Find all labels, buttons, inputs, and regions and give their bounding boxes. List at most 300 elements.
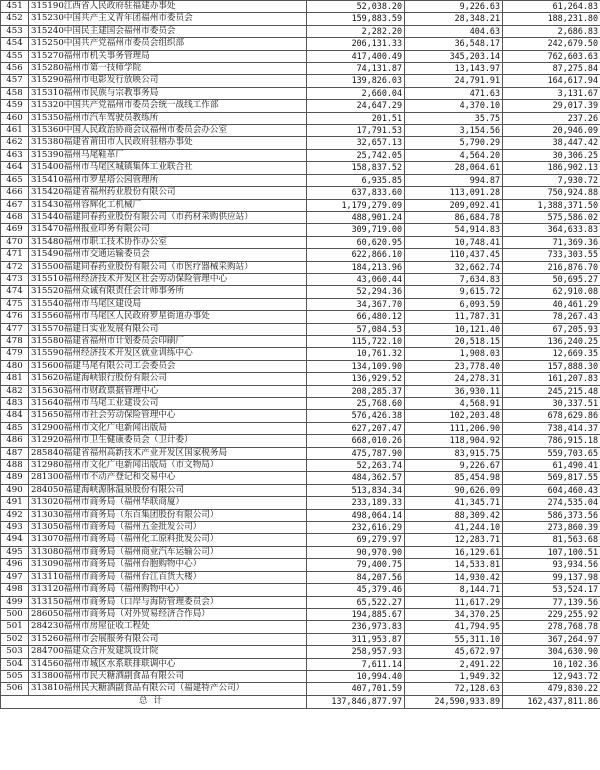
- unit-name-cell: 312900福州市文化广电新闻出版局: [29, 422, 307, 434]
- amount-col5-cell: 186,902.13: [503, 162, 600, 174]
- amount-col5-cell: 161,207.83: [503, 373, 600, 385]
- amount-col3-cell: 134,109.90: [307, 360, 405, 372]
- table-row: [1, 584, 600, 596]
- amount-col5-cell: 273,860.39: [503, 522, 600, 534]
- amount-col3-cell: 201.51: [307, 112, 405, 124]
- row-number-cell: 500: [1, 608, 29, 620]
- table-row: [1, 211, 600, 223]
- amount-col5-cell: 678,629.86: [503, 410, 600, 422]
- unit-name-cell: 281300福州市不动产登记和交易中心: [29, 472, 307, 484]
- table-row: [1, 596, 600, 608]
- amount-col4-cell: 110,437.45: [405, 249, 503, 261]
- amount-col4-cell: 3,154.56: [405, 125, 503, 137]
- row-number-cell: 456: [1, 63, 29, 75]
- amount-col3-cell: 206,131.33: [307, 38, 405, 50]
- amount-col3-cell: 475,787.90: [307, 447, 405, 459]
- table-row: [1, 112, 600, 124]
- amount-col4-cell: 85,454.98: [405, 472, 503, 484]
- amount-col4-cell: 28,064.61: [405, 162, 503, 174]
- table-row: [1, 323, 600, 335]
- row-number-cell: 451: [1, 1, 29, 13]
- amount-col4-cell: 113,091.28: [405, 187, 503, 199]
- row-number-cell: 484: [1, 410, 29, 422]
- amount-col3-cell: 2,282.20: [307, 25, 405, 37]
- table-row: [1, 683, 600, 695]
- unit-name-cell: 315470福州报业印务有限公司: [29, 224, 307, 236]
- amount-col4-cell: 5,790.29: [405, 137, 503, 149]
- amount-col4-cell: 11,617.29: [405, 596, 503, 608]
- amount-col3-cell: 65,522.27: [307, 596, 405, 608]
- amount-col3-cell: 417,400.49: [307, 50, 405, 62]
- amount-col5-cell: 245,215.48: [503, 385, 600, 397]
- amount-col4-cell: 13,143.97: [405, 63, 503, 75]
- row-number-cell: 475: [1, 298, 29, 310]
- unit-name-cell: 315520福州众诚有限责任会计师事务所: [29, 286, 307, 298]
- amount-col5-cell: 367,264.97: [503, 633, 600, 645]
- amount-col3-cell: 184,213.96: [307, 261, 405, 273]
- total-row: [1, 695, 600, 708]
- table-row: [1, 286, 600, 298]
- table-row: [1, 13, 600, 25]
- table-row: [1, 484, 600, 496]
- amount-col5-cell: 10,102.36: [503, 658, 600, 670]
- amount-col3-cell: 2,660.04: [307, 87, 405, 99]
- amount-col5-cell: 738,414.37: [503, 422, 600, 434]
- table-row: [1, 646, 600, 658]
- amount-col3-cell: 159,883.59: [307, 13, 405, 25]
- unit-name-cell: 315190江西省人民政府驻福建办事处: [29, 1, 307, 13]
- amount-col4-cell: 55,311.10: [405, 633, 503, 645]
- table-row: [1, 410, 600, 422]
- unit-name-cell: 314560福州市城区水系联排联调中心: [29, 658, 307, 670]
- row-number-cell: 489: [1, 472, 29, 484]
- unit-name-cell: 313150福州市商务局（口岸与海防管理委员会）: [29, 596, 307, 608]
- row-number-cell: 501: [1, 621, 29, 633]
- amount-col5-cell: 99,137.98: [503, 571, 600, 583]
- amount-col5-cell: 77,139.56: [503, 596, 600, 608]
- amount-col5-cell: 81,563.68: [503, 534, 600, 546]
- amount-col3-cell: 84,207.56: [307, 571, 405, 583]
- amount-col3-cell: 52,294.36: [307, 286, 405, 298]
- row-number-cell: 468: [1, 211, 29, 223]
- unit-name-cell: 313120福州市商务局（福州购物中心）: [29, 584, 307, 596]
- unit-name-cell: 313020福州市商务局（福州华联商厦）: [29, 497, 307, 509]
- amount-col4-cell: 9,226.67: [405, 460, 503, 472]
- row-number-cell: 494: [1, 534, 29, 546]
- amount-col5-cell: 61,490.41: [503, 460, 600, 472]
- amount-col4-cell: 8,144.71: [405, 584, 503, 596]
- unit-name-cell: 313050福州市商务局（福州五金批发公司）: [29, 522, 307, 534]
- table-row: [1, 236, 600, 248]
- amount-col3-cell: 1,179,279.09: [307, 199, 405, 211]
- amount-col4-cell: 994.87: [405, 174, 503, 186]
- row-number-cell: 498: [1, 584, 29, 596]
- table-row: [1, 273, 600, 285]
- unit-name-cell: 313110福州市商务局（福州台江百货大楼）: [29, 571, 307, 583]
- row-number-cell: 486: [1, 435, 29, 447]
- amount-col5-cell: 786,915.18: [503, 435, 600, 447]
- amount-col4-cell: 54,914.83: [405, 224, 503, 236]
- row-number-cell: 479: [1, 348, 29, 360]
- table-row: [1, 571, 600, 583]
- amount-col3-cell: 208,285.37: [307, 385, 405, 397]
- amount-col3-cell: 498,064.14: [307, 509, 405, 521]
- amount-col5-cell: 12,943.72: [503, 670, 600, 682]
- table-row: [1, 137, 600, 149]
- row-number-cell: 492: [1, 509, 29, 521]
- amount-col5-cell: 237.26: [503, 112, 600, 124]
- row-number-cell: 458: [1, 87, 29, 99]
- amount-col4-cell: 111,206.90: [405, 422, 503, 434]
- amount-col5-cell: 188,231.80: [503, 13, 600, 25]
- amount-col5-cell: 50,695.27: [503, 273, 600, 285]
- unit-name-cell: 315290福州市电影发行放映公司: [29, 75, 307, 87]
- unit-name-cell: 315540福州市马尾区建设局: [29, 298, 307, 310]
- row-number-cell: 453: [1, 25, 29, 37]
- table-row: [1, 398, 600, 410]
- unit-name-cell: 312980福州市文化广电新闻出版局（市文物局）: [29, 460, 307, 472]
- amount-col4-cell: 4,564.20: [405, 149, 503, 161]
- table-row: [1, 534, 600, 546]
- amount-col5-cell: 67,205.93: [503, 323, 600, 335]
- unit-name-cell: 315260福州市会展服务有限公司: [29, 633, 307, 645]
- row-number-cell: 463: [1, 149, 29, 161]
- amount-col5-cell: 569,817.55: [503, 472, 600, 484]
- table-row: [1, 75, 600, 87]
- amount-col5-cell: 53,524.17: [503, 584, 600, 596]
- amount-col5-cell: 364,633.83: [503, 224, 600, 236]
- table-row: [1, 174, 600, 186]
- table-row: [1, 1, 600, 13]
- table-row: [1, 373, 600, 385]
- amount-col5-cell: 479,830.22: [503, 683, 600, 695]
- total-label: 总计: [1, 695, 307, 708]
- amount-col3-cell: 90,970.90: [307, 546, 405, 558]
- table-row: [1, 559, 600, 571]
- amount-col3-cell: 34,367.70: [307, 298, 405, 310]
- amount-col4-cell: 23,778.40: [405, 360, 503, 372]
- amount-col5-cell: 87,275.84: [503, 63, 600, 75]
- unit-name-cell: 315420福建省福州药业股份有限公司: [29, 187, 307, 199]
- amount-col5-cell: 762,603.63: [503, 50, 600, 62]
- unit-name-cell: 313810福州民天糖酒副食品有限公司（福建特产公司）: [29, 683, 307, 695]
- table-row: [1, 87, 600, 99]
- table-row: [1, 261, 600, 273]
- unit-name-cell: 315630福州市财政票据管理中心: [29, 385, 307, 397]
- amount-col4-cell: 345,203.14: [405, 50, 503, 62]
- amount-col5-cell: 229,255.92: [503, 608, 600, 620]
- row-number-cell: 452: [1, 13, 29, 25]
- row-number-cell: 496: [1, 559, 29, 571]
- table-row: [1, 497, 600, 509]
- row-number-cell: 461: [1, 125, 29, 137]
- unit-name-cell: 315560福州市马尾区人民政府罗星街道办事处: [29, 311, 307, 323]
- row-number-cell: 488: [1, 460, 29, 472]
- total-col4: 24,590,933.89: [405, 695, 503, 708]
- amount-col3-cell: 60,620.95: [307, 236, 405, 248]
- amount-col4-cell: 209,092.41: [405, 199, 503, 211]
- amount-col4-cell: 1,949.32: [405, 670, 503, 682]
- amount-col4-cell: 10,121.40: [405, 323, 503, 335]
- row-number-cell: 462: [1, 137, 29, 149]
- row-number-cell: 502: [1, 633, 29, 645]
- amount-col4-cell: 9,226.63: [405, 1, 503, 13]
- unit-name-cell: 315410福州市罗星塔公园管理所: [29, 174, 307, 186]
- amount-col3-cell: 69,279.97: [307, 534, 405, 546]
- unit-name-cell: 315390福州马尾鞋革厂: [29, 149, 307, 161]
- table-row: [1, 509, 600, 521]
- table-row: [1, 311, 600, 323]
- row-number-cell: 491: [1, 497, 29, 509]
- amount-col3-cell: 43,060.44: [307, 273, 405, 285]
- amount-col3-cell: 74,131.87: [307, 63, 405, 75]
- amount-col3-cell: 57,084.53: [307, 323, 405, 335]
- amount-col4-cell: 404.63: [405, 25, 503, 37]
- unit-name-cell: 315310福州市民族与宗教事务局: [29, 87, 307, 99]
- amount-col3-cell: 32,657.13: [307, 137, 405, 149]
- total-col5: 162,437,811.86: [503, 695, 600, 708]
- amount-col5-cell: 278,768.78: [503, 621, 600, 633]
- unit-name-cell: 315620福建海峡银行股份有限公司: [29, 373, 307, 385]
- amount-col5-cell: 40,461.29: [503, 298, 600, 310]
- unit-name-cell: 313080福州市商务局（福州商业汽车运输公司）: [29, 546, 307, 558]
- amount-col3-cell: 488,901.24: [307, 211, 405, 223]
- amount-col4-cell: 118,904.92: [405, 435, 503, 447]
- amount-col5-cell: 38,447.42: [503, 137, 600, 149]
- unit-name-cell: 315270福州市机关事务管理局: [29, 50, 307, 62]
- amount-col5-cell: 242,679.50: [503, 38, 600, 50]
- table-row: [1, 670, 600, 682]
- table-row: [1, 546, 600, 558]
- amount-col5-cell: 30,337.51: [503, 398, 600, 410]
- table-row: [1, 199, 600, 211]
- row-number-cell: 493: [1, 522, 29, 534]
- table-row: [1, 25, 600, 37]
- table-row: [1, 100, 600, 112]
- unit-name-cell: 312920福州市卫生健康委员会（卫计委）: [29, 435, 307, 447]
- amount-col3-cell: 158,837.52: [307, 162, 405, 174]
- amount-col3-cell: 52,263.74: [307, 460, 405, 472]
- table-row: [1, 149, 600, 161]
- table-row: [1, 348, 600, 360]
- amount-col4-cell: 86,684.78: [405, 211, 503, 223]
- unit-name-cell: 315490福州市交通运输委员会: [29, 249, 307, 261]
- amount-col3-cell: 52,038.20: [307, 1, 405, 13]
- amount-col4-cell: 14,533.81: [405, 559, 503, 571]
- row-number-cell: 454: [1, 38, 29, 50]
- table-row: [1, 162, 600, 174]
- amount-col3-cell: 513,834.34: [307, 484, 405, 496]
- table-row: [1, 298, 600, 310]
- row-number-cell: 506: [1, 683, 29, 695]
- table-row: [1, 224, 600, 236]
- unit-name-cell: 315440福建同春药业股份有限公司（市药材采购供应站）: [29, 211, 307, 223]
- amount-col3-cell: 233,189.33: [307, 497, 405, 509]
- row-number-cell: 504: [1, 658, 29, 670]
- amount-col5-cell: 93,934.56: [503, 559, 600, 571]
- amount-col4-cell: 34,370.25: [405, 608, 503, 620]
- row-number-cell: 495: [1, 546, 29, 558]
- row-number-cell: 485: [1, 422, 29, 434]
- table-row: [1, 435, 600, 447]
- unit-name-cell: 315500福建同春药业股份有限公司（市医疗器械采购站）: [29, 261, 307, 273]
- row-number-cell: 483: [1, 398, 29, 410]
- table-row: [1, 447, 600, 459]
- amount-col3-cell: 24,647.29: [307, 100, 405, 112]
- table-row: [1, 621, 600, 633]
- amount-col5-cell: 136,240.25: [503, 335, 600, 347]
- amount-col5-cell: 604,460.43: [503, 484, 600, 496]
- amount-col5-cell: 164,617.94: [503, 75, 600, 87]
- unit-name-cell: 315230中国共产主义青年团福州市委员会: [29, 13, 307, 25]
- amount-col3-cell: 627,207.47: [307, 422, 405, 434]
- amount-col4-cell: 2,491.22: [405, 658, 503, 670]
- unit-name-cell: 315430福州容辉化工机械厂: [29, 199, 307, 211]
- row-number-cell: 466: [1, 187, 29, 199]
- table-row: [1, 460, 600, 472]
- unit-name-cell: 315590福州经济技术开发区就业训练中心: [29, 348, 307, 360]
- amount-col3-cell: 311,953.87: [307, 633, 405, 645]
- row-number-cell: 467: [1, 199, 29, 211]
- unit-name-cell: 315640福州市马尾工业建设公司: [29, 398, 307, 410]
- unit-name-cell: 315320中国共产党福州市委员会统一战线工作部: [29, 100, 307, 112]
- amount-col4-cell: 88,309.42: [405, 509, 503, 521]
- unit-name-cell: 315240中国民主建国会福州市委员会: [29, 25, 307, 37]
- amount-col4-cell: 28,348.21: [405, 13, 503, 25]
- amount-col3-cell: 45,379.46: [307, 584, 405, 596]
- table-row: [1, 422, 600, 434]
- unit-name-cell: 313090福州市商务局（福州台胞购物中心）: [29, 559, 307, 571]
- table-row: [1, 335, 600, 347]
- amount-col4-cell: 41,345.71: [405, 497, 503, 509]
- amount-col3-cell: 115,722.10: [307, 335, 405, 347]
- amount-col4-cell: 72,128.63: [405, 683, 503, 695]
- amount-col5-cell: 750,924.88: [503, 187, 600, 199]
- amount-col5-cell: 12,669.35: [503, 348, 600, 360]
- amount-col4-cell: 102,203.48: [405, 410, 503, 422]
- table-row: [1, 63, 600, 75]
- row-number-cell: 464: [1, 162, 29, 174]
- amount-col4-cell: 4,370.10: [405, 100, 503, 112]
- unit-name-cell: 315480福州市职工技术协作办公室: [29, 236, 307, 248]
- row-number-cell: 503: [1, 646, 29, 658]
- amount-col4-cell: 11,787.31: [405, 311, 503, 323]
- amount-col3-cell: 66,480.12: [307, 311, 405, 323]
- row-number-cell: 460: [1, 112, 29, 124]
- row-number-cell: 472: [1, 261, 29, 273]
- table-row: [1, 608, 600, 620]
- row-number-cell: 497: [1, 571, 29, 583]
- amount-col3-cell: 576,426.38: [307, 410, 405, 422]
- row-number-cell: 465: [1, 174, 29, 186]
- amount-col3-cell: 136,929.52: [307, 373, 405, 385]
- amount-col3-cell: 622,866.10: [307, 249, 405, 261]
- amount-col3-cell: 194,885.67: [307, 608, 405, 620]
- amount-col4-cell: 6,093.59: [405, 298, 503, 310]
- unit-name-cell: 315400福州市马尾区城镇集体工业联合社: [29, 162, 307, 174]
- amount-col3-cell: 10,994.40: [307, 670, 405, 682]
- unit-name-cell: 315580福建省福州市计划委员会印刷厂: [29, 335, 307, 347]
- amount-col3-cell: 6,935.85: [307, 174, 405, 186]
- amount-col5-cell: 733,303.55: [503, 249, 600, 261]
- amount-col5-cell: 30,306.25: [503, 149, 600, 161]
- row-number-cell: 471: [1, 249, 29, 261]
- amount-col5-cell: 78,267.43: [503, 311, 600, 323]
- row-number-cell: 480: [1, 360, 29, 372]
- amount-col5-cell: 157,888.30: [503, 360, 600, 372]
- row-number-cell: 470: [1, 236, 29, 248]
- amount-col4-cell: 471.63: [405, 87, 503, 99]
- table-row: [1, 249, 600, 261]
- amount-col4-cell: 10,748.41: [405, 236, 503, 248]
- row-number-cell: 455: [1, 50, 29, 62]
- amount-col4-cell: 12,283.71: [405, 534, 503, 546]
- amount-col3-cell: 232,616.29: [307, 522, 405, 534]
- row-number-cell: 478: [1, 335, 29, 347]
- table-row: [1, 125, 600, 137]
- row-number-cell: 487: [1, 447, 29, 459]
- unit-name-cell: 315250中国共产党福州市委员会组织部: [29, 38, 307, 50]
- amount-col4-cell: 4,568.91: [405, 398, 503, 410]
- amount-col4-cell: 83,915.75: [405, 447, 503, 459]
- row-number-cell: 474: [1, 286, 29, 298]
- amount-col5-cell: 2,686.83: [503, 25, 600, 37]
- unit-name-cell: 313030福州市商务局（东百集团股份有限公司）: [29, 509, 307, 521]
- amount-col4-cell: 1,908.03: [405, 348, 503, 360]
- amount-col4-cell: 36,930.11: [405, 385, 503, 397]
- amount-col3-cell: 668,010.26: [307, 435, 405, 447]
- amount-col3-cell: 407,701.59: [307, 683, 405, 695]
- unit-name-cell: 315350福州市汽车驾驶员教练所: [29, 112, 307, 124]
- amount-col3-cell: 484,362.57: [307, 472, 405, 484]
- row-number-cell: 481: [1, 373, 29, 385]
- unit-name-cell: 286050福州市商务局（对外贸易经济合作局）: [29, 608, 307, 620]
- table-row: [1, 38, 600, 50]
- unit-name-cell: 315510福州经济技术开发区社会劳动保险管理中心: [29, 273, 307, 285]
- amount-col4-cell: 90,626.09: [405, 484, 503, 496]
- table-row: [1, 658, 600, 670]
- total-col3: 137,846,877.97: [307, 695, 405, 708]
- amount-col4-cell: 45,672.97: [405, 646, 503, 658]
- amount-col4-cell: 14,930.42: [405, 571, 503, 583]
- amount-col4-cell: 35.75: [405, 112, 503, 124]
- amount-col4-cell: 24,278.31: [405, 373, 503, 385]
- amount-col5-cell: 61,264.83: [503, 1, 600, 13]
- amount-col4-cell: 20,518.15: [405, 335, 503, 347]
- unit-name-cell: 313070福州市商务局（福州化工原料批发公司）: [29, 534, 307, 546]
- amount-col4-cell: 16,129.61: [405, 546, 503, 558]
- amount-col4-cell: 41,244.10: [405, 522, 503, 534]
- amount-col4-cell: 9,615.72: [405, 286, 503, 298]
- amount-col5-cell: 559,703.65: [503, 447, 600, 459]
- unit-name-cell: 284700福建众合开发建筑设计院: [29, 646, 307, 658]
- amount-col4-cell: 7,634.83: [405, 273, 503, 285]
- amount-col4-cell: 24,791.91: [405, 75, 503, 87]
- table-row: [1, 385, 600, 397]
- amount-col5-cell: 62,910.08: [503, 286, 600, 298]
- amount-col5-cell: 216,876.70: [503, 261, 600, 273]
- row-number-cell: 505: [1, 670, 29, 682]
- ledger-body: [1, 1, 600, 696]
- row-number-cell: 469: [1, 224, 29, 236]
- row-number-cell: 482: [1, 385, 29, 397]
- unit-name-cell: 284230福州市房屋征收工程处: [29, 621, 307, 633]
- row-number-cell: 476: [1, 311, 29, 323]
- unit-name-cell: 315570福建日实业发展有限公司: [29, 323, 307, 335]
- amount-col5-cell: 304,630.90: [503, 646, 600, 658]
- unit-name-cell: 315360中国人民政治协商会议福州市委员会办公室: [29, 125, 307, 137]
- amount-col5-cell: 20,946.09: [503, 125, 600, 137]
